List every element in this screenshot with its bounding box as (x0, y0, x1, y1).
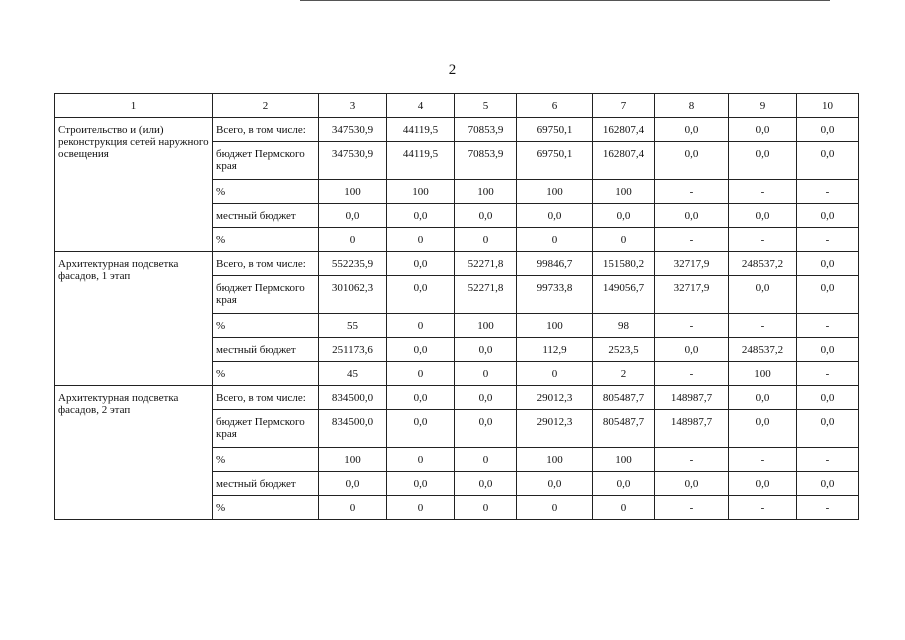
value-cell: - (655, 228, 729, 252)
value-cell: 0,0 (387, 472, 455, 496)
value-cell: - (797, 180, 859, 204)
value-cell: - (729, 496, 797, 520)
value-cell: - (655, 362, 729, 386)
value-cell: 0,0 (797, 338, 859, 362)
value-cell: 0 (319, 496, 387, 520)
table-row (55, 252, 859, 276)
row-label-cell: % (213, 314, 319, 338)
value-cell: 0,0 (729, 386, 797, 410)
value-cell: 0,0 (655, 204, 729, 228)
value-cell: 148987,7 (655, 410, 729, 448)
value-cell: 70853,9 (455, 142, 517, 180)
row-label-cell: местный бюджет (213, 472, 319, 496)
value-cell: - (729, 228, 797, 252)
value-cell: 0,0 (387, 386, 455, 410)
value-cell: 100 (593, 180, 655, 204)
header-cell: 10 (797, 94, 859, 118)
value-cell: 44119,5 (387, 142, 455, 180)
value-cell: 44119,5 (387, 118, 455, 142)
table-row (55, 386, 859, 410)
value-cell: 29012,3 (517, 386, 593, 410)
value-cell: 100 (593, 448, 655, 472)
value-cell: 100 (319, 448, 387, 472)
value-cell: 0,0 (455, 410, 517, 448)
value-cell: - (655, 496, 729, 520)
table-header-row (55, 94, 859, 118)
row-label-cell: бюджет Пермского края (213, 276, 319, 314)
row-label-cell: Всего, в том числе: (213, 252, 319, 276)
value-cell: 0,0 (797, 252, 859, 276)
value-cell: 70853,9 (455, 118, 517, 142)
row-label-cell: Всего, в том числе: (213, 118, 319, 142)
value-cell: 0,0 (387, 204, 455, 228)
row-label-cell: Всего, в том числе: (213, 386, 319, 410)
value-cell: 100 (517, 448, 593, 472)
value-cell: 100 (517, 314, 593, 338)
value-cell: 52271,8 (455, 276, 517, 314)
value-cell: 99846,7 (517, 252, 593, 276)
value-cell: 0 (455, 228, 517, 252)
value-cell: 100 (517, 180, 593, 204)
value-cell: 0,0 (455, 472, 517, 496)
value-cell: 805487,7 (593, 386, 655, 410)
value-cell: 69750,1 (517, 118, 593, 142)
value-cell: 100 (455, 180, 517, 204)
row-label-cell: % (213, 496, 319, 520)
header-cell: 9 (729, 94, 797, 118)
value-cell: 0 (455, 448, 517, 472)
value-cell: 347530,9 (319, 118, 387, 142)
header-cell: 2 (213, 94, 319, 118)
value-cell: 0 (517, 228, 593, 252)
value-cell: 100 (319, 180, 387, 204)
value-cell: 301062,3 (319, 276, 387, 314)
value-cell: 148987,7 (655, 386, 729, 410)
header-cell: 3 (319, 94, 387, 118)
value-cell: 45 (319, 362, 387, 386)
value-cell: - (655, 314, 729, 338)
value-cell: 805487,7 (593, 410, 655, 448)
budget-table (54, 93, 859, 520)
value-cell: 0,0 (797, 118, 859, 142)
value-cell: - (797, 228, 859, 252)
value-cell: - (797, 362, 859, 386)
header-cell: 8 (655, 94, 729, 118)
header-cell: 4 (387, 94, 455, 118)
value-cell: 149056,7 (593, 276, 655, 314)
value-cell: 0,0 (729, 118, 797, 142)
value-cell: 0 (387, 448, 455, 472)
group-name-cell: Архитектурная подсветка фасадов, 1 этап (55, 252, 213, 386)
value-cell: - (797, 448, 859, 472)
value-cell: 0,0 (797, 472, 859, 496)
header-cell: 1 (55, 94, 213, 118)
value-cell: 2 (593, 362, 655, 386)
value-cell: 100 (729, 362, 797, 386)
value-cell: 0,0 (655, 142, 729, 180)
group-name-cell: Архитектурная подсветка фасадов, 2 этап (55, 386, 213, 520)
value-cell: - (729, 314, 797, 338)
value-cell: 0 (517, 362, 593, 386)
value-cell: 0,0 (729, 410, 797, 448)
value-cell: 0,0 (655, 338, 729, 362)
value-cell: 0,0 (729, 142, 797, 180)
value-cell: 0 (593, 228, 655, 252)
value-cell: 0,0 (517, 472, 593, 496)
value-cell: 52271,8 (455, 252, 517, 276)
value-cell: 248537,2 (729, 252, 797, 276)
value-cell: 32717,9 (655, 276, 729, 314)
row-label-cell: бюджет Пермского края (213, 142, 319, 180)
value-cell: 162807,4 (593, 142, 655, 180)
value-cell: 0,0 (387, 252, 455, 276)
value-cell: 0,0 (797, 142, 859, 180)
value-cell: 0,0 (655, 118, 729, 142)
value-cell: 0,0 (593, 472, 655, 496)
value-cell: 0 (387, 228, 455, 252)
value-cell: 99733,8 (517, 276, 593, 314)
header-cell: 6 (517, 94, 593, 118)
value-cell: 0 (455, 496, 517, 520)
value-cell: 2523,5 (593, 338, 655, 362)
value-cell: 834500,0 (319, 386, 387, 410)
value-cell: 112,9 (517, 338, 593, 362)
group-name-cell: Строительство и (или) реконструкция сетей наружного освещения (55, 118, 213, 252)
value-cell: 0,0 (319, 204, 387, 228)
value-cell: 0 (387, 362, 455, 386)
value-cell: 0,0 (797, 410, 859, 448)
value-cell: 347530,9 (319, 142, 387, 180)
value-cell: 98 (593, 314, 655, 338)
value-cell: 0,0 (319, 472, 387, 496)
row-label-cell: % (213, 180, 319, 204)
value-cell: 0,0 (593, 204, 655, 228)
value-cell: 0,0 (387, 338, 455, 362)
value-cell: 0,0 (387, 410, 455, 448)
value-cell: 100 (455, 314, 517, 338)
row-label-cell: бюджет Пермского края (213, 410, 319, 448)
row-label-cell: % (213, 362, 319, 386)
value-cell: 32717,9 (655, 252, 729, 276)
value-cell: 0 (387, 496, 455, 520)
value-cell: 0,0 (455, 386, 517, 410)
header-cell: 5 (455, 94, 517, 118)
value-cell: 0,0 (387, 276, 455, 314)
value-cell: 0,0 (455, 338, 517, 362)
value-cell: 0 (387, 314, 455, 338)
value-cell: 0 (517, 496, 593, 520)
row-label-cell: % (213, 448, 319, 472)
value-cell: 0,0 (797, 204, 859, 228)
value-cell: 0,0 (455, 204, 517, 228)
value-cell: 151580,2 (593, 252, 655, 276)
value-cell: - (655, 448, 729, 472)
value-cell: 100 (387, 180, 455, 204)
value-cell: - (797, 496, 859, 520)
value-cell: 0,0 (797, 276, 859, 314)
value-cell: 69750,1 (517, 142, 593, 180)
value-cell: 552235,9 (319, 252, 387, 276)
value-cell: - (729, 180, 797, 204)
value-cell: 834500,0 (319, 410, 387, 448)
row-label-cell: местный бюджет (213, 204, 319, 228)
value-cell: - (797, 314, 859, 338)
value-cell: 0,0 (655, 472, 729, 496)
value-cell: 248537,2 (729, 338, 797, 362)
value-cell: 162807,4 (593, 118, 655, 142)
value-cell: 0,0 (517, 204, 593, 228)
value-cell: 0 (455, 362, 517, 386)
row-label-cell: % (213, 228, 319, 252)
value-cell: 251173,6 (319, 338, 387, 362)
value-cell: - (655, 180, 729, 204)
value-cell: 0,0 (729, 276, 797, 314)
row-label-cell: местный бюджет (213, 338, 319, 362)
value-cell: 0 (593, 496, 655, 520)
value-cell: 0,0 (729, 472, 797, 496)
value-cell: - (729, 448, 797, 472)
page-number: 2 (448, 62, 457, 78)
top-border-line (300, 0, 830, 1)
value-cell: 0,0 (797, 386, 859, 410)
value-cell: 29012,3 (517, 410, 593, 448)
value-cell: 0 (319, 228, 387, 252)
header-cell: 7 (593, 94, 655, 118)
value-cell: 55 (319, 314, 387, 338)
value-cell: 0,0 (729, 204, 797, 228)
table-row (55, 118, 859, 142)
